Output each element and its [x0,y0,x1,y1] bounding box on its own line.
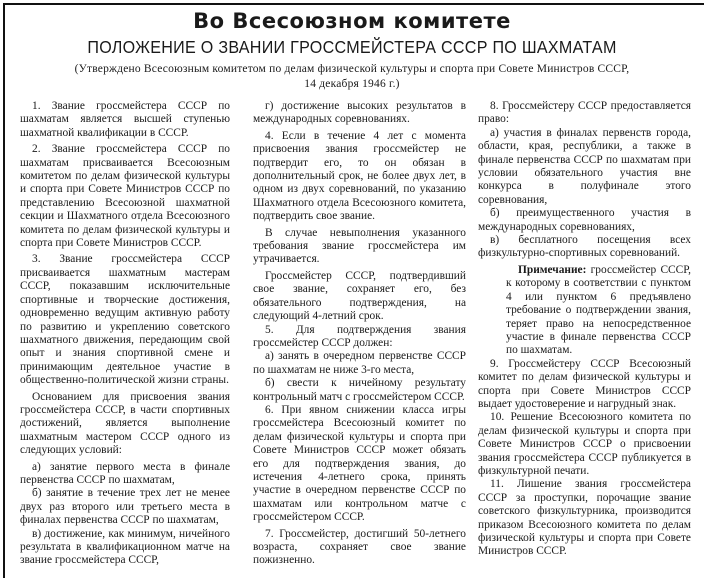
column-left [20,100,230,568]
clause-8-a: а) участия в финалах первенств города, области, края, республики, а также в финале первенства СССР по шахматам при условии обязательного участия вне конкурса в полуфинале этого соревнования, [478,126,691,206]
clause-5: 5. Для подтверждения звания гроссмейстер СССР должен: [253,323,466,349]
clause-8-note [506,264,691,358]
clause-7: 7. Гроссмейстер, достигший 50-летнего возраста, сохраняет свое звание пожизненно. [253,527,466,567]
clause-9: 9. Гроссмейстеру СССР Всесоюзный комитет по делам физической культуры и спорта при Совете Министров СССР выдает удостоверение и нагрудный знак. [478,357,691,410]
clause-3-a: а) занятие первого места в финале первенства СССР по шахматам, [20,460,230,486]
clause-11: 11. Лишение звания гроссмейстера СССР за проступки, порочащие звание советского физкультурника, производится приказом Всесоюзного комитета по делам физической культуры и спорта при Совете Министров СССР. [478,478,691,558]
note-label: Примечание: [518,263,587,276]
clause-2: 2. Звание гроссмейстера СССР по шахматам присваивается Всесоюзным комитетом по делам физической культуры и спорта при Совете Министров СССР по представлению Всесоюзной шахматной секции и Шахматного отдела Всесоюзного комитета по делам физической культуры и спорта при Совете Министров СССР. [20,143,230,250]
approval-note-line2: 14 декабря 1946 г.) [304,78,400,90]
clause-10: 10. Решение Всесоюзного комитета по делам физической культуры и спорта при Совете Министров СССР о присвоении звания гроссмейстера СССР публикуется в физкультурной печати. [478,411,691,477]
clause-8-b: б) преимущественного участия в международных соревнованиях, [478,207,691,233]
clause-3-b: б) занятие в течение трех лет не менее двух раз второго или третьего места в финалах первенства СССР по шахматам, [20,487,230,527]
clause-6: 6. При явном снижении класса игры гроссмейстера Всесоюзный комитет по делам физической культуры и спорта при Совете Министров СССР может обязать его для подтверждения звания, до истечения 4-летнего срока, принять участие в очередном первенстве СССР по шахматам или контрольном матче с гроссмейстером СССР. [253,403,466,524]
note-text: гроссмейстер СССР, к которому в соответствии с пунктом 4 или пунктом 6 предъявлено требование о подтверждении звания, теряет право на непосредственное участие в финале первенства СССР по шахматам. [506,263,691,357]
clause-8-v: в) бесплатного посещения всех физкультурно-спортивных соревнований. [478,234,691,260]
clause-4-retention: Гроссмейстер СССР, подтвердивший свое звание, сохраняет его, без обязательного подтверждения, на следующий 4-летний срок. [253,269,466,323]
clause-3-v: в) достижение, как минимум, ничейного результата в квалификационном матче на звание гроссмейстера СССР, [20,527,230,567]
clause-1: 1. Звание гроссмейстера СССР по шахматам является высшей ступенью шахматной квалификации в СССР. [20,100,230,139]
clause-4-failure: В случае невыполнения указанного требования звание гроссмейстера им утрачивается. [253,226,466,266]
approval-note [0,62,704,92]
clause-3-g: г) достижение высоких результатов в международных соревнованиях. [253,100,466,126]
column-middle [253,100,466,571]
article-title: ПОЛОЖЕНИЕ О ЗВАНИИ ГРОССМЕЙСТЕРА СССР ПО ШАХМАТАМ [87,37,617,57]
clause-3-basis: Основанием для присвоения звания гроссмейстера СССР, в части спортивных достижений, является выполнение шахматным мастером СССР одного из следующих условий: [20,390,230,457]
column-right [478,100,691,559]
approval-note-line1: (Утверждено Всесоюзным комитетом по делам физической культуры и спорта при Совете Министров СССР, [74,63,630,75]
article-header [0,0,704,92]
clause-5-b: б) свести к ничейному результату контрольный матч с гроссмейстером СССР. [253,377,466,403]
clause-3: 3. Звание гроссмейстера СССР присваивается шахматным мастерам СССР, показавшим исключительные спортивные и творческие достижения, одновременно ведущим активную работу по развитию и укреплению советского шахматного движения, передающим свой опыт и знания спортивной смене и принимающим деятельное участие в общественно-политической жизни страны. [20,253,230,387]
clause-8: 8. Гроссмейстеру СССР предоставляется право: [478,100,691,126]
section-title: Во Всесоюзном комитете [193,9,511,33]
clause-4: 4. Если в течение 4 лет с момента присвоения звания гроссмейстер не подтвердит его, то он обязан в дополнительный срок, не более двух лет, в одном из двух соревнований, по указанию Шахматного отдела Всесоюзного комитета, подтвердить свое звание. [253,129,466,223]
clause-5-a: а) занять в очередном первенстве СССР по шахматам не ниже 3-го места, [253,350,466,376]
